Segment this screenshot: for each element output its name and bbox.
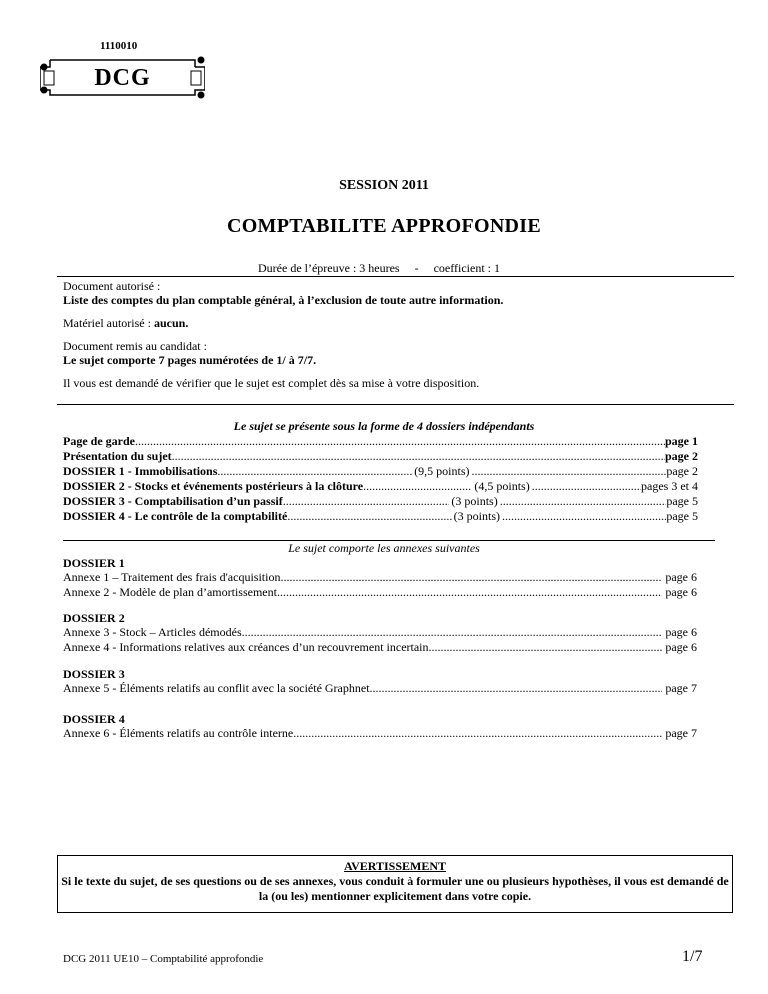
toc-points: (4,5 points) xyxy=(474,479,530,493)
annex-label: Annexe 6 - Éléments relatifs au contrôle interne xyxy=(63,726,294,740)
toc-leader xyxy=(532,479,641,494)
annex-label: Annexe 1 – Traitement des frais d'acquisition xyxy=(63,570,281,584)
annex-page: page 6 xyxy=(665,640,697,654)
annex-label: Annexe 4 - Informations relatives aux créances d’un recouvrement incertain xyxy=(63,640,429,654)
toc-leader xyxy=(135,434,665,449)
logo-text: DCG xyxy=(94,65,151,91)
toc-page: page 5 xyxy=(666,494,698,508)
warning-text: Si le texte du sujet, de ses questions ou de ses annexes, vous conduit à formuler une ou plusieurs hypothèses, il vous est demandé de la (ou les) mentionner explicitement dans votre copie. xyxy=(61,874,729,903)
exam-code: 1110010 xyxy=(100,40,138,52)
toc-points: (3 points) xyxy=(453,509,501,523)
toc-row xyxy=(63,509,698,524)
materiel-label: Matériel autorisé : xyxy=(63,316,154,330)
verification-note: Il vous est demandé de vérifier que le sujet est complet dès sa mise à votre disposition. xyxy=(63,376,480,390)
toc-leader xyxy=(283,494,450,509)
toc-leader xyxy=(502,509,666,524)
materiel-value: aucun. xyxy=(153,316,189,330)
toc-label: Page de garde xyxy=(63,434,135,448)
annex-row xyxy=(63,585,697,600)
divider xyxy=(57,276,734,277)
toc-row xyxy=(63,449,698,464)
toc-leader xyxy=(500,494,667,509)
annex-label: Annexe 3 - Stock – Articles démodés xyxy=(63,625,242,639)
page-title: COMPTABILITE APPROFONDIE xyxy=(226,215,542,237)
annex-page: page 6 xyxy=(665,570,697,584)
toc-label: DOSSIER 3 - Comptabilisation d’un passif xyxy=(63,494,283,508)
session-title: SESSION 2011 xyxy=(339,178,429,193)
annex-row xyxy=(63,726,697,741)
annex-page: page 7 xyxy=(665,681,697,695)
toc-page: page 2 xyxy=(665,449,698,463)
annex-leader xyxy=(242,625,663,640)
toc-points: (3 points) xyxy=(451,494,498,508)
doc-remis-label: Document remis au candidat : xyxy=(63,339,207,353)
annex-row xyxy=(63,640,697,655)
annex-row xyxy=(63,625,697,640)
annex-group-title: DOSSIER 2 xyxy=(63,611,125,625)
annex-leader xyxy=(370,681,663,696)
toc-heading: Le sujet se présente sous la forme de 4 dossiers indépendants xyxy=(233,419,535,433)
toc-leader xyxy=(217,464,412,479)
annex-label: Annexe 5 - Éléments relatifs au conflit avec la société Graphnet xyxy=(63,681,370,695)
divider xyxy=(57,404,734,405)
exam-duration: Durée de l’épreuve : 3 heures - coefficient : 1 xyxy=(258,261,501,275)
toc-row xyxy=(63,434,698,449)
toc-row xyxy=(63,479,698,494)
annex-page: page 6 xyxy=(665,585,697,599)
annex-page: page 6 xyxy=(665,625,697,639)
annex-leader xyxy=(277,585,662,600)
annex-leader xyxy=(429,640,663,655)
toc-page: page 2 xyxy=(666,464,698,478)
doc-autorise-value: Liste des comptes du plan comptable général, à l’exclusion de toute autre information. xyxy=(63,293,504,307)
toc-label: DOSSIER 4 - Le contrôle de la comptabilité xyxy=(63,509,288,523)
toc-label: DOSSIER 1 - Immobilisations xyxy=(63,464,218,478)
toc-leader xyxy=(287,509,451,524)
toc-label: Présentation du sujet xyxy=(63,449,172,463)
annex-leader xyxy=(293,726,662,741)
warning-title: AVERTISSEMENT xyxy=(343,859,447,873)
toc-page: page 1 xyxy=(665,434,698,448)
annex-group-title: DOSSIER 3 xyxy=(63,667,125,681)
doc-autorise-label: Document autorisé : xyxy=(63,279,161,293)
annex-label: Annexe 2 - Modèle de plan d’amortissement xyxy=(63,585,277,599)
toc-page: page 5 xyxy=(666,509,698,523)
materiel-line xyxy=(63,316,188,331)
annex-row xyxy=(63,570,697,585)
annex-row xyxy=(63,681,697,696)
toc-leader xyxy=(363,479,472,494)
annex-group-title: DOSSIER 4 xyxy=(63,712,125,726)
toc-page: pages 3 et 4 xyxy=(641,479,698,493)
dcg-logo xyxy=(40,55,205,100)
toc-points: (9,5 points) xyxy=(414,464,470,478)
toc-leader xyxy=(472,464,667,479)
toc-row xyxy=(63,464,698,479)
toc-row xyxy=(63,494,698,509)
footer: DCG 2011 UE10 – Comptabilité approfondie xyxy=(63,953,264,965)
annex-leader xyxy=(280,570,662,585)
annex-page: page 7 xyxy=(665,726,697,740)
toc-label: DOSSIER 2 - Stocks et événements postérieurs à la clôture xyxy=(63,479,364,493)
doc-remis-value: Le sujet comporte 7 pages numérotées de 1/ à 7/7. xyxy=(63,353,317,367)
toc-leader xyxy=(172,449,665,464)
warning-box xyxy=(57,855,733,913)
annex-group-title: DOSSIER 1 xyxy=(63,556,125,570)
page-number: 1/7 xyxy=(682,948,703,965)
annexes-heading: Le sujet comporte les annexes suivantes xyxy=(288,541,480,555)
